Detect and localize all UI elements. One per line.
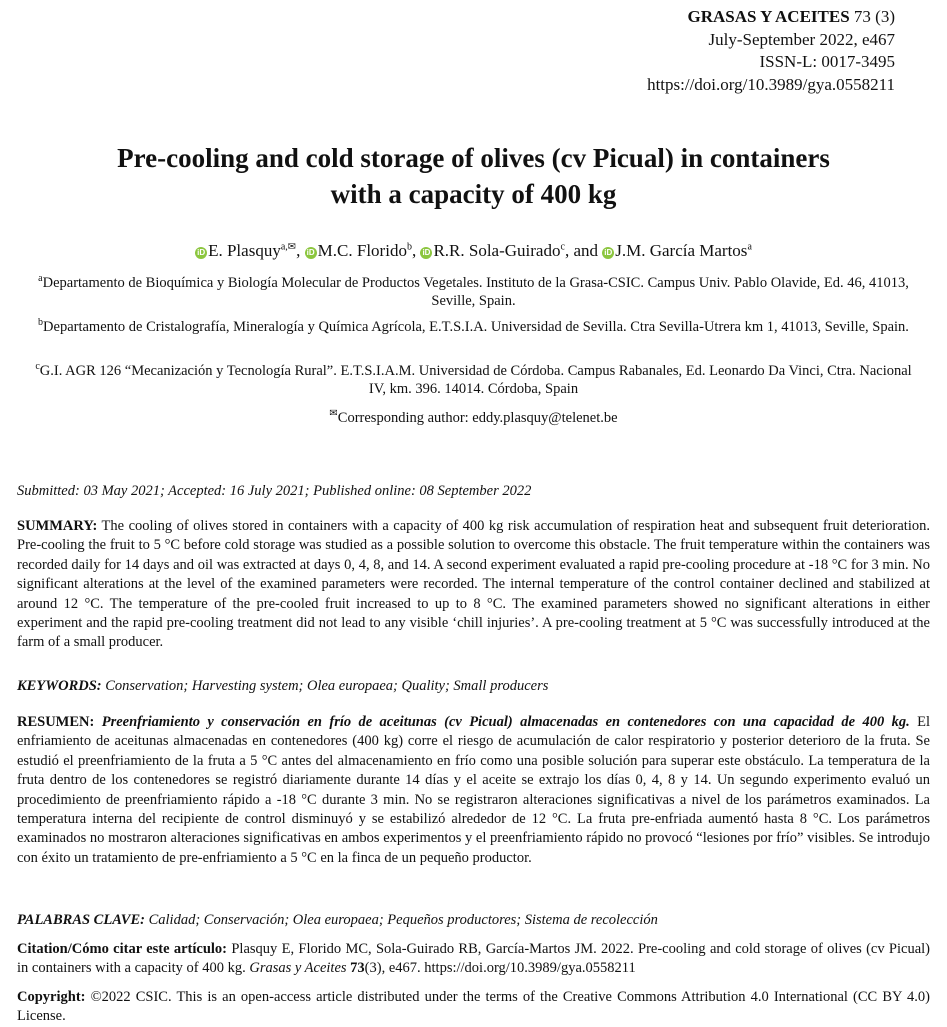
orcid-icon[interactable]: iD [197,248,206,257]
orcid-icon[interactable]: iD [422,248,431,257]
article-title [20,140,927,212]
journal-name-line [647,6,895,29]
keywords-paragraph [17,677,930,696]
author-name: M.C. Florido [317,241,407,260]
resumen-paragraph [17,713,930,868]
corresponding-author-text[interactable]: Corresponding author: eddy.plasquy@telenet.be [337,410,618,426]
resumen-label: RESUMEN: [17,714,95,730]
copyright-paragraph [17,988,930,1027]
citation-label: Citation/Cómo citar este artículo: [17,941,228,957]
summary-paragraph [17,517,930,653]
citation-journal: Grasas y Aceites [249,960,347,977]
keywords-label: KEYWORDS: [17,678,102,694]
summary-label: SUMMARY: [17,518,98,534]
author-name: R.R. Sola-Guirado [433,241,561,260]
author-separator: , [296,241,301,260]
journal-name: GRASAS Y ACEITES [687,7,850,26]
palabras-clave-text: Calidad; Conservación; Olea europaea; Pequeños productores; Sistema de recolección [148,912,658,928]
affiliation-text: G.I. AGR 126 “Mecanización y Tecnología Rural”. E.T.S.I.A.M. Universidad de Córdoba. Campus Rabanales, Ed. Leonardo Da Vinci, Ctra. Nacional IV, km. 396. 14014. Córdoba, Spain [39,363,912,397]
citation-volume: 73 [350,960,365,977]
affiliation-a [30,274,917,310]
resumen-title: Preenfriamiento y conservación en frío de aceitunas (cv Picual) almacenadas en contenedores con una capacidad de 400 kg. [101,714,910,730]
author-separator: , and [564,241,598,260]
affiliation-sup: a [38,273,43,285]
affiliation-b [30,318,917,336]
envelope-icon[interactable]: ✉ [287,241,297,253]
author-affiliation-sup: a, [280,241,288,253]
orcid-icon[interactable]: iD [604,248,613,257]
journal-volume: 73 (3) [853,7,895,26]
journal-issue-date: July-September 2022, e467 [708,29,895,49]
author-affiliation-sup: c [560,241,565,253]
journal-issn: ISSN-L: 0017-3495 [759,52,895,71]
author-list [0,240,947,262]
resumen-text: El enfriamiento de aceitunas almacenadas en contenedores (400 kg) corre el riesgo de acumulación de calor respiratorio y posterior deterioro de la fruta. Se estudió el preenfriamiento de la fruta a 5 °C antes del almacenamiento en frío como una posible solución para superar este obstáculo. La temperatura de la fruta dentro de los contenedores se registró diariamente durante 14 días y el aceite se extrajo los días 0, 4, 8 y 14. Un segundo experimento evaluó un procedimiento de preenfriamiento rápido a -18 °C durante 3 min. No se registraron alteraciones significativas a nivel de los parámetros examinados. La temperatura interna del recipiente de control disminuyó y se estabilizó alrededor de 12 °C. La fruta pre-enfriada aumentó hasta 8 °C. Los parámetros examinados no mostraron alteraciones significativas en ambos experimentos y el preenfriamiento rápido no provocó “lesiones por frío” visibles. Se introdujo con éxito un tratamiento de pre-enfriamiento a 5 °C en la finca de un pequeño productor. [17,714,930,866]
article-title-line-1: Pre-cooling and cold storage of olives (cv Picual) in containers [117,143,830,173]
author-affiliation-sup: a [747,241,752,253]
affiliation-text: Departamento de Bioquímica y Biología Molecular de Productos Vegetales. Instituto de la Grasa-CSIC. Campus Univ. Pablo Olavide, Ed. 46, 41013, Seville, Spain. [42,275,909,309]
palabras-clave-label: PALABRAS CLAVE: [17,912,145,928]
author-name: J.M. García Martos [615,241,748,260]
journal-header [647,6,895,96]
summary-text: The cooling of olives stored in containers with a capacity of 400 kg risk accumulation of respiration heat and subsequent fruit deterioration. Pre-cooling the fruit to 5 °C before cold storage was studied as a possible solution to overcome this obstacle. The fruit temperature within the containers was recorded daily for 14 days and oil was extracted at days 0, 4, 8, and 14. A second experiment evaluated a rapid pre-cooling procedure at -18 °C for 3 min. No significant alterations at the level of the examined parameters were recorded. The internal temperature of the control container declined and stabilized at around 12 °C. The temperature of the pre-cooled fruit increased to up to 8 °C. The examined parameters showed no significant alterations in either experiment and the rapid pre-cooling treatment did not lead to any visible ‘chill injuries’. A pre-cooling treatment at 5 °C was successfully introduced at the farm of a small producer. [17,518,930,651]
article-title-line-2: with a capacity of 400 kg [330,179,617,209]
palabras-clave-paragraph [17,911,930,930]
corresponding-author [30,409,917,427]
author-affiliation-sup: b [406,241,412,253]
citation-text: Plasquy E, Florido MC, Sola-Guirado RB, García-Martos JM. 2022. Pre-cooling and cold storage of olives (cv Picual) in containers with a capacity of 400 kg. [17,941,931,977]
author-separator: , [411,241,417,260]
affiliation-c [30,362,917,398]
journal-doi-link[interactable]: https://doi.org/10.3989/gya.0558211 [647,74,895,94]
affiliation-text: Departamento de Cristalografía, Mineralogía y Química Agrícola, E.T.S.I.A. Universidad de Sevilla. Ctra Sevilla-Utrera km 1, 41013, Seville, Spain. [43,319,909,335]
affiliation-sup: b [38,317,44,329]
citation-doi[interactable]: (3), e467. https://doi.org/10.3989/gya.0558211 [364,960,636,977]
citation-paragraph [17,940,930,979]
copyright-text: ©2022 CSIC. This is an open-access article distributed under the terms of the Creative Commons Attribution 4.0 International (CC BY 4.0) License. [17,989,931,1025]
envelope-icon: ✉ [329,408,338,420]
keywords-text: Conservation; Harvesting system; Olea europaea; Quality; Small producers [105,678,549,694]
orcid-icon[interactable]: iD [306,248,315,257]
affiliation-sup: c [35,361,40,373]
author-name: E. Plasquy [208,241,281,260]
submission-dates: Submitted: 03 May 2021; Accepted: 16 July 2021; Published online: 08 September 2022 [17,483,532,499]
copyright-label: Copyright: [17,989,86,1005]
